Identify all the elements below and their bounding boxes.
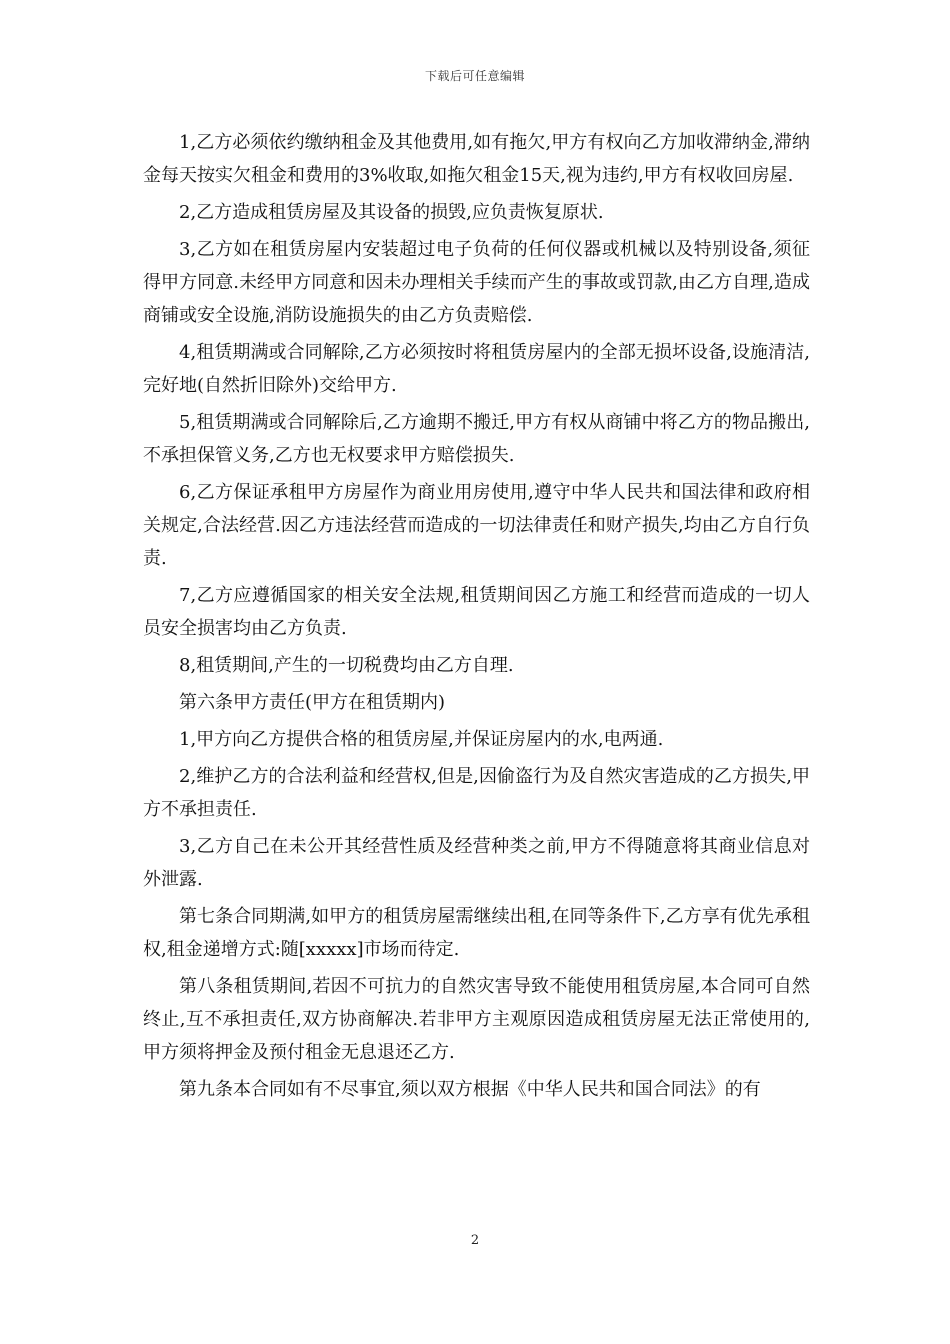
document-body	[143, 126, 810, 1110]
paragraph-2: 2,乙方造成租赁房屋及其设备的损毁,应负责恢复原状.	[179, 202, 604, 223]
paragraph-11: 3,乙方自己在未公开其经营性质及经营种类之前,甲方不得随意将其商业信息对外泄露.	[143, 836, 810, 890]
paragraph-10: 2,维护乙方的合法利益和经营权,但是,因偷盗行为及自然灾害造成的乙方损失,甲方不承担责任.	[143, 766, 810, 820]
paragraph-article-7: 第七条合同期满,如甲方的租赁房屋需继续出租,在同等条件下,乙方享有优先承租权,租金递增方式:随[xxxxx]市场而待定.	[143, 906, 810, 960]
paragraph-article-9: 第九条本合同如有不尽事宜,须以双方根据《中华人民共和国合同法》的有	[179, 1079, 761, 1100]
paragraph-5: 5,租赁期满或合同解除后,乙方逾期不搬迁,甲方有权从商铺中将乙方的物品搬出,不承担保管义务,乙方也无权要求甲方赔偿损失.	[143, 412, 810, 466]
paragraph-article-8: 第八条租赁期间,若因不可抗力的自然灾害导致不能使用租赁房屋,本合同可自然终止,互不承担责任,双方协商解决.若非甲方主观原因造成租赁房屋无法正常使用的,甲方须将押金及预付租金无息退还乙方.	[143, 976, 810, 1063]
page-number: 2	[470, 1233, 480, 1248]
paragraph-7: 7,乙方应遵循国家的相关安全法规,租赁期间因乙方施工和经营而造成的一切人员安全损害均由乙方负责.	[143, 585, 810, 639]
section-heading-article-6: 第六条甲方责任(甲方在租赁期内)	[179, 692, 446, 713]
page-header: 下载后可任意编辑	[424, 69, 525, 83]
paragraph-6: 6,乙方保证承租甲方房屋作为商业用房使用,遵守中华人民共和国法律和政府相关规定,合法经营.因乙方违法经营而造成的一切法律责任和财产损失,均由乙方自行负责.	[143, 482, 810, 569]
paragraph-4: 4,租赁期满或合同解除,乙方必须按时将租赁房屋内的全部无损坏设备,设施清洁,完好地(自然折旧除外)交给甲方.	[143, 342, 810, 396]
paragraph-1: 1,乙方必须依约缴纳租金及其他费用,如有拖欠,甲方有权向乙方加收滞纳金,滞纳金每天按实欠租金和费用的3%收取,如拖欠租金15天,视为违约,甲方有权收回房屋.	[143, 132, 810, 186]
paragraph-3: 3,乙方如在租赁房屋内安装超过电子负荷的任何仪器或机械以及特别设备,须征得甲方同意.未经甲方同意和因未办理相关手续而产生的事故或罚款,由乙方自理,造成商铺或安全设施,消防设施损失的由乙方负责赔偿.	[143, 239, 810, 326]
paragraph-8: 8,租赁期间,产生的一切税费均由乙方自理.	[179, 655, 514, 676]
paragraph-9: 1,甲方向乙方提供合格的租赁房屋,并保证房屋内的水,电两通.	[179, 729, 664, 750]
